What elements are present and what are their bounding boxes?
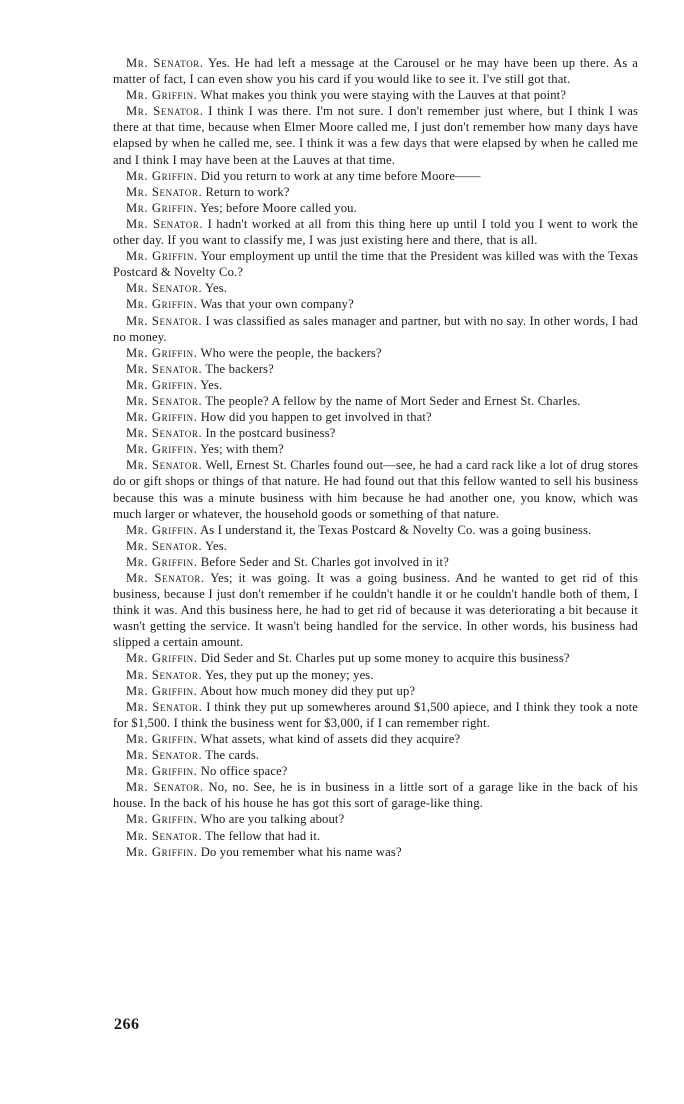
transcript-paragraph bbox=[113, 296, 638, 312]
utterance-text: Did you return to work at any time before Moore—— bbox=[200, 168, 481, 183]
utterance-text: About how much money did they put up? bbox=[200, 683, 416, 698]
utterance-text: Yes; it was going. It was a going business. And he wanted to get rid of this business, because I just don't remember if he couldn't handle it or he couldn't handle both of them, I think it was. And this business here, he had to get rid of because it was deteriorating a bit because it wasn't getting the service. It wasn't being handled for the service. In other words, his business had slipped a certain amount. bbox=[113, 571, 639, 650]
speaker-name: Mr. Griffin. bbox=[126, 200, 198, 215]
transcript-body bbox=[113, 55, 638, 860]
utterance-text: The cards. bbox=[205, 748, 260, 763]
utterance-text: Return to work? bbox=[205, 184, 290, 199]
utterance-text: Do you remember what his name was? bbox=[200, 844, 402, 859]
utterance-text: I was classified as sales manager and partner, but with no say. In other words, I had no money. bbox=[113, 313, 638, 344]
utterance-text: I think they put up somewheres around $1,500 apiece, and I think they took a note for $1,500. I think the business went for $3,000, if I can remember right. bbox=[113, 699, 639, 730]
page-number: 266 bbox=[114, 1016, 140, 1033]
speaker-name: Mr. Senator. bbox=[126, 571, 205, 585]
transcript-paragraph bbox=[113, 409, 638, 425]
transcript-paragraph bbox=[113, 699, 638, 731]
speaker-name: Mr. Griffin. bbox=[126, 554, 198, 569]
transcript-paragraph bbox=[113, 538, 638, 554]
speaker-name: Mr. Senator. bbox=[126, 748, 203, 763]
transcript-paragraph bbox=[113, 457, 638, 521]
speaker-name: Mr. Griffin. bbox=[126, 522, 198, 537]
utterance-text: I think I was there. I'm not sure. I don't remember just where, but I think I was there at that time, because when Elmer Moore called me, I just don't remember how many days have elapsed by when he called me, see. I think it was a few days that were elapsed by when he called me and I think I may have been at the Lauves at that time. bbox=[113, 104, 639, 167]
transcript-paragraph bbox=[113, 554, 638, 570]
utterance-text: How did you happen to get involved in that? bbox=[200, 410, 432, 425]
utterance-text: Yes. bbox=[205, 538, 228, 553]
utterance-text: Before Seder and St. Charles got involved in it? bbox=[200, 554, 449, 569]
utterance-text: Your employment up until the time that the President was killed was with the Texas Postcard & Novelty Co.? bbox=[113, 249, 638, 280]
transcript-paragraph bbox=[113, 168, 638, 184]
utterance-text: The backers? bbox=[205, 361, 274, 376]
utterance-text: Yes. bbox=[205, 281, 228, 296]
utterance-text: Yes. bbox=[200, 377, 223, 392]
speaker-name: Mr. Senator. bbox=[126, 104, 204, 119]
speaker-name: Mr. Griffin. bbox=[126, 651, 198, 666]
utterance-text: Yes; before Moore called you. bbox=[200, 200, 357, 215]
speaker-name: Mr. Griffin. bbox=[126, 731, 198, 746]
utterance-text: In the postcard business? bbox=[205, 426, 336, 441]
transcript-paragraph bbox=[113, 103, 638, 167]
speaker-name: Mr. Senator. bbox=[126, 281, 203, 296]
speaker-name: Mr. Griffin. bbox=[126, 764, 198, 779]
speaker-name: Mr. Senator. bbox=[126, 667, 203, 682]
transcript-paragraph bbox=[113, 683, 638, 699]
transcript-paragraph bbox=[113, 811, 638, 827]
transcript-paragraph bbox=[113, 570, 638, 650]
utterance-text: Well, Ernest St. Charles found out—see, he had a card rack like a lot of drug stores do or gift shops or things of that nature. He had found out that this fellow wanted to sell his business because this was a minute business with him because he had another one, you know, which was much larger or whatever, the household goods or something of that nature. bbox=[113, 458, 639, 521]
transcript-paragraph bbox=[113, 216, 638, 248]
transcript-paragraph bbox=[113, 280, 638, 296]
transcript-paragraph bbox=[113, 313, 638, 345]
transcript-paragraph bbox=[113, 87, 638, 103]
utterance-text: What makes you think you were staying with the Lauves at that point? bbox=[200, 88, 567, 103]
speaker-name: Mr. Senator. bbox=[126, 361, 203, 376]
speaker-name: Mr. Senator. bbox=[126, 828, 203, 843]
speaker-name: Mr. Senator. bbox=[126, 458, 203, 473]
utterance-text: Yes. He had left a message at the Carousel or he may have been up there. As a matter of fact, I can even show you his card if you would like to see it. I've still got that. bbox=[113, 56, 638, 87]
speaker-name: Mr. Griffin. bbox=[126, 844, 198, 859]
transcript-paragraph bbox=[113, 184, 638, 200]
transcript-paragraph bbox=[113, 779, 638, 811]
utterance-text: The people? A fellow by the name of Mort Seder and Ernest St. Charles. bbox=[205, 393, 581, 408]
utterance-text: Yes, they put up the money; yes. bbox=[205, 667, 374, 682]
speaker-name: Mr. Griffin. bbox=[126, 377, 198, 392]
utterance-text: Did Seder and St. Charles put up some money to acquire this business? bbox=[200, 651, 570, 666]
speaker-name: Mr. Senator. bbox=[126, 393, 203, 408]
utterance-text: What assets, what kind of assets did they acquire? bbox=[200, 731, 461, 746]
speaker-name: Mr. Griffin. bbox=[126, 683, 198, 698]
utterance-text: No office space? bbox=[200, 764, 288, 779]
speaker-name: Mr. Griffin. bbox=[126, 345, 198, 360]
transcript-paragraph bbox=[113, 425, 638, 441]
speaker-name: Mr. Senator. bbox=[126, 699, 203, 714]
transcript-paragraph bbox=[113, 200, 638, 216]
utterance-text: Who are you talking about? bbox=[200, 812, 345, 827]
utterance-text: Yes; with them? bbox=[200, 442, 284, 457]
transcript-paragraph bbox=[113, 248, 638, 280]
transcript-paragraph bbox=[113, 55, 638, 87]
utterance-text: The fellow that had it. bbox=[205, 828, 321, 843]
speaker-name: Mr. Griffin. bbox=[126, 88, 198, 103]
transcript-paragraph bbox=[113, 844, 638, 860]
speaker-name: Mr. Senator. bbox=[126, 313, 203, 328]
speaker-name: Mr. Senator. bbox=[126, 538, 203, 553]
transcript-paragraph bbox=[113, 377, 638, 393]
transcript-paragraph bbox=[113, 522, 638, 538]
transcript-paragraph bbox=[113, 828, 638, 844]
transcript-paragraph bbox=[113, 731, 638, 747]
speaker-name: Mr. Griffin. bbox=[126, 297, 198, 312]
transcript-paragraph bbox=[113, 667, 638, 683]
utterance-text: I hadn't worked at all from this thing here up until I told you I went to work the other day. If you want to classify me, I was just existing here and there, that is all. bbox=[113, 216, 638, 248]
speaker-name: Mr. Griffin. bbox=[126, 249, 198, 264]
speaker-name: Mr. Griffin. bbox=[126, 812, 198, 827]
transcript-paragraph bbox=[113, 393, 638, 409]
speaker-name: Mr. Griffin. bbox=[126, 168, 198, 183]
speaker-name: Mr. Senator. bbox=[126, 56, 204, 70]
transcript-paragraph bbox=[113, 763, 638, 779]
utterance-text: Was that your own company? bbox=[200, 297, 354, 312]
utterance-text: As I understand it, the Texas Postcard & Novelty Co. was a going business. bbox=[200, 522, 592, 537]
transcript-paragraph bbox=[113, 441, 638, 457]
speaker-name: Mr. Senator. bbox=[126, 184, 203, 199]
speaker-name: Mr. Griffin. bbox=[126, 442, 198, 457]
utterance-text: Who were the people, the backers? bbox=[200, 345, 382, 360]
speaker-name: Mr. Senator. bbox=[126, 426, 203, 441]
speaker-name: Mr. Senator. bbox=[126, 780, 204, 795]
speaker-name: Mr. Griffin. bbox=[126, 410, 198, 425]
transcript-paragraph bbox=[113, 361, 638, 377]
transcript-paragraph bbox=[113, 650, 638, 666]
transcript-paragraph bbox=[113, 345, 638, 361]
speaker-name: Mr. Senator. bbox=[126, 216, 204, 231]
utterance-text: No, no. See, he is in business in a little sort of a garage like in the back of his house. In the back of his house he has got this sort of garage-like thing. bbox=[113, 780, 638, 811]
transcript-paragraph bbox=[113, 747, 638, 763]
